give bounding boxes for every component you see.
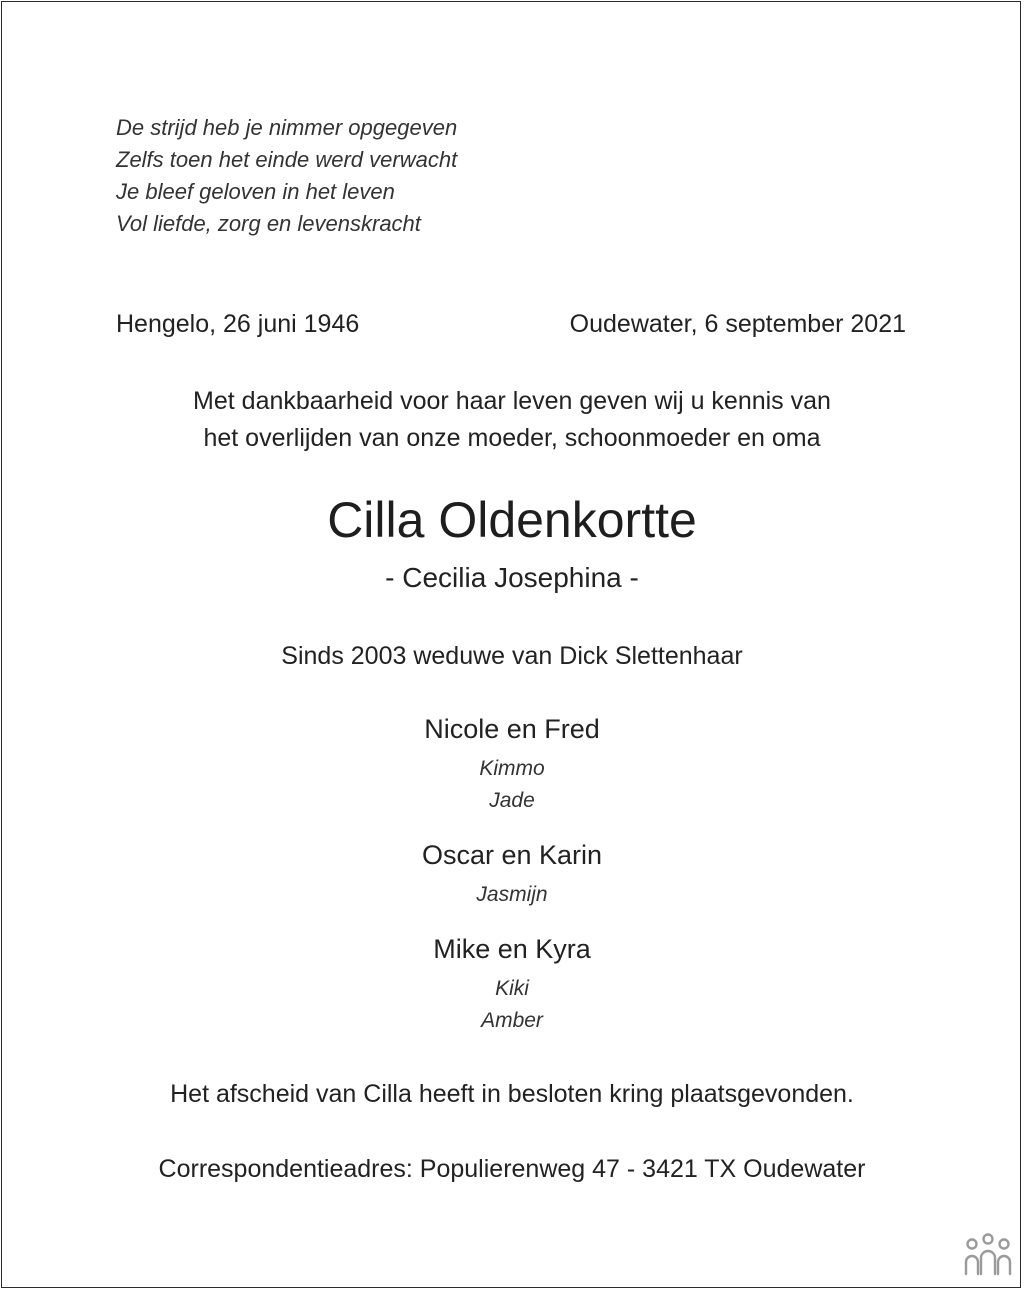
grandchild-name: Kimmo	[479, 757, 545, 780]
deceased-full-name: - Cecilia Josephina -	[385, 562, 639, 593]
widow-text: Sinds 2003 weduwe van Dick Slettenhaar	[281, 642, 743, 670]
people-group-icon	[962, 1232, 1014, 1278]
family-couple: Oscar en Karin	[421, 840, 603, 870]
death-date: Oudewater, 6 september 2021	[569, 310, 906, 338]
poem-line: Vol liefde, zorg en levenskracht	[116, 211, 421, 236]
family-couple: Nicole en Fred	[424, 714, 600, 744]
grandchild-name: Kiki	[495, 977, 529, 1000]
poem-line: Je bleef geloven in het leven	[116, 179, 395, 204]
poem-line: De strijd heb je nimmer opgegeven	[116, 115, 458, 140]
grandchild-name: Jasmijn	[476, 883, 548, 906]
grandchild-name: Jade	[489, 789, 535, 812]
poem-line: Zelfs toen het einde werd verwacht	[116, 147, 458, 172]
correspondence-address: Correspondentieadres: Populierenweg 47 - 3421 TX Oudewater	[158, 1155, 866, 1183]
birth-date: Hengelo, 26 juni 1946	[116, 310, 360, 338]
announcement-line: Met dankbaarheid voor haar leven geven wij u kennis van	[193, 387, 831, 415]
poem	[116, 112, 457, 240]
farewell-text: Het afscheid van Cilla heeft in besloten kring plaatsgevonden.	[170, 1080, 854, 1108]
deceased-name: Cilla Oldenkortte	[327, 492, 697, 548]
announcement-line: het overlijden van onze moeder, schoonmoeder en oma	[203, 424, 821, 452]
announcement-text	[0, 383, 1024, 457]
family-couple: Mike en Kyra	[433, 934, 591, 964]
grandchild-name: Amber	[481, 1009, 543, 1032]
